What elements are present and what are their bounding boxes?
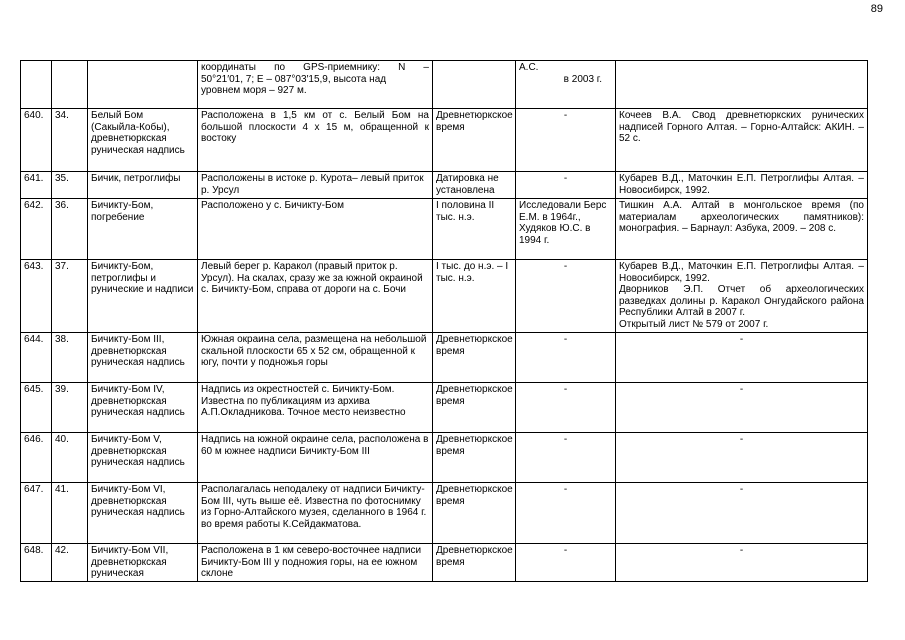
cell-name: Бичикту-Бом, погребение: [88, 199, 198, 260]
cell-dating: I тыс. до н.э. – I тыс. н.э.: [433, 260, 516, 333]
cell-dating: Древнетюркское время: [433, 333, 516, 383]
cell-research: -: [516, 260, 616, 333]
cell-description: Левый берег р. Каракол (правый приток р. Урсул). На скалах, сразу же за южной окраиной с. Бичикту-Бом, справа от дороги на с. Бочи: [198, 260, 433, 333]
table-row: [21, 483, 868, 544]
cell-number: 647.: [21, 483, 52, 544]
cell-research: Исследовали Берс Е.М. в 1964г., Худяков Ю.С. в 1994 г.: [516, 199, 616, 260]
cell-research: -: [516, 544, 616, 582]
cell-number: 648.: [21, 544, 52, 582]
cell-dating: Датировка не установлена: [433, 172, 516, 199]
cell-dating: Древнетюркское время: [433, 383, 516, 433]
cell-description: координаты по GPS-приемнику: N – 50°21′01, 7; E – 087°03′15,9, высота над уровнем моря – 927 м.: [198, 61, 433, 109]
cell-literature: Кубарев В.Д., Маточкин Е.П. Петроглифы Алтая. – Новосибирск, 1992. Дворников Э.П. Отчет об археологических разведках долины р. Каракол Онгудайского района Республики Алтай в 2007 г. Открытый лист № 579 от 2007 г.: [616, 260, 868, 333]
cell-subnumber: 38.: [52, 333, 88, 383]
cell-description: Расположены в истоке р. Курота– левый приток р. Урсул: [198, 172, 433, 199]
cell-subnumber: 35.: [52, 172, 88, 199]
cell-literature: Кочеев В.А. Свод древнетюркских рунических надписей Горного Алтая. – Горно-Алтайск: АКИН. – 52 с.: [616, 109, 868, 172]
cell-subnumber: 39.: [52, 383, 88, 433]
cell-description: Расположено у с. Бичикту-Бом: [198, 199, 433, 260]
cell-number: 644.: [21, 333, 52, 383]
table-row: [21, 172, 868, 199]
cell-research: -: [516, 109, 616, 172]
cell-description: Южная окраина села, размещена на небольшой скальной плоскости 65 х 52 см, обращенной к югу, почти у подножья горы: [198, 333, 433, 383]
cell-literature: Кубарев В.Д., Маточкин Е.П. Петроглифы Алтая. – Новосибирск, 1992.: [616, 172, 868, 199]
cell-name: Белый Бом (Сакыйла-Кобы), древнетюркская руническая надпись: [88, 109, 198, 172]
cell-research: -: [516, 433, 616, 483]
cell-literature: Тишкин А.А. Алтай в монгольское время (по материалам археологических памятников): монография. – Барнаул: Азбука, 2009. – 208 с.: [616, 199, 868, 260]
cell-description: Надпись на южной окраине села, расположена в 60 м южнее надписи Бичикту-Бом III: [198, 433, 433, 483]
cell-literature: -: [616, 383, 868, 433]
cell-dating: Древнетюркское время: [433, 433, 516, 483]
cell-subnumber: 34.: [52, 109, 88, 172]
cell-subnumber: [52, 61, 88, 109]
table-row: [21, 61, 868, 109]
table-row: [21, 199, 868, 260]
cell-subnumber: 40.: [52, 433, 88, 483]
cell-number: 640.: [21, 109, 52, 172]
table-row: [21, 383, 868, 433]
cell-literature: -: [616, 483, 868, 544]
cell-description: Расположена в 1 км северо-восточнее надписи Бичикту-Бом III у подножия горы, на ее южном склоне: [198, 544, 433, 582]
cell-dating: Древнетюркское время: [433, 483, 516, 544]
cell-number: 645.: [21, 383, 52, 433]
cell-dating: Древнетюркское время: [433, 109, 516, 172]
cell-number: 646.: [21, 433, 52, 483]
cell-subnumber: 42.: [52, 544, 88, 582]
cell-name: [88, 61, 198, 109]
cell-research: А.С. в 2003 г.: [516, 61, 616, 109]
table-row: [21, 333, 868, 383]
cell-dating: Древнетюркское время: [433, 544, 516, 582]
cell-literature: -: [616, 333, 868, 383]
cell-name: Бичикту-Бом VI, древнетюркская руническая надпись: [88, 483, 198, 544]
cell-name: Бичикту-Бом IV, древнетюркская руническая надпись: [88, 383, 198, 433]
table-row: [21, 433, 868, 483]
cell-research: -: [516, 383, 616, 433]
cell-dating: I половина II тыс. н.э.: [433, 199, 516, 260]
monuments-table: [20, 60, 868, 582]
cell-description: Расположена в 1,5 км от с. Белый Бом на большой плоскости 4 х 15 м, обращенной к востоку: [198, 109, 433, 172]
cell-number: 643.: [21, 260, 52, 333]
cell-literature: [616, 61, 868, 109]
cell-description: Надпись из окрестностей с. Бичикту-Бом. Известна по публикациям из архива А.П.Окладникова. Точное место неизвестно: [198, 383, 433, 433]
table-row: [21, 109, 868, 172]
table-row: [21, 544, 868, 582]
cell-name: Бичикту-Бом III, древнетюркская руническая надпись: [88, 333, 198, 383]
cell-description: Располагалась неподалеку от надписи Бичикту-Бом III, чуть выше её. Известна по фотоснимку из Горно-Алтайского музея, сделанного в 1964 г. во время работы К.Сейдакматова.: [198, 483, 433, 544]
cell-number: 641.: [21, 172, 52, 199]
cell-research: -: [516, 333, 616, 383]
cell-subnumber: 37.: [52, 260, 88, 333]
cell-name: Бичикту-Бом, петроглифы и рунические и надписи: [88, 260, 198, 333]
cell-dating: [433, 61, 516, 109]
cell-name: Бичикту-Бом VII, древнетюркская руническая: [88, 544, 198, 582]
cell-number: 642.: [21, 199, 52, 260]
cell-number: [21, 61, 52, 109]
cell-name: Бичик, петроглифы: [88, 172, 198, 199]
cell-subnumber: 36.: [52, 199, 88, 260]
table-row: [21, 260, 868, 333]
cell-research: -: [516, 483, 616, 544]
page-number: 89: [870, 3, 883, 15]
cell-research: -: [516, 172, 616, 199]
cell-subnumber: 41.: [52, 483, 88, 544]
cell-literature: -: [616, 544, 868, 582]
cell-name: Бичикту-Бом V, древнетюркская руническая надпись: [88, 433, 198, 483]
cell-literature: -: [616, 433, 868, 483]
